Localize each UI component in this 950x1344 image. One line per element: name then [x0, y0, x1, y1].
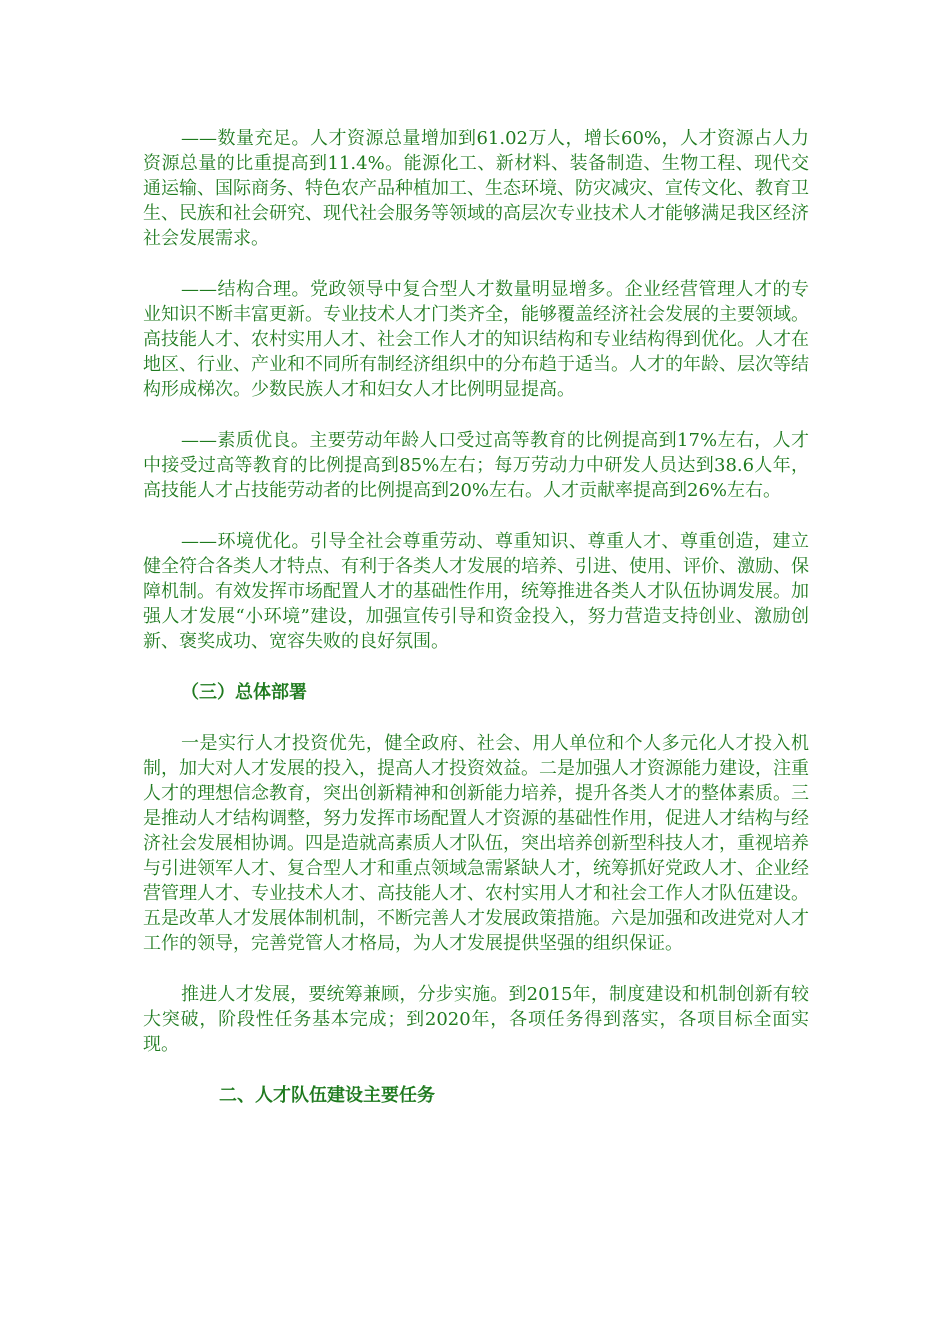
- paragraph-quantity: ——数量充足。人才资源总量增加到61.02万人，增长60%，人才资源占人力资源总量的比重提高到11.4%。能源化工、新材料、装备制造、生物工程、现代交通运输、国际商务、特色农产品种植加工、生态环境、防灾减灾、宣传文化、教育卫生、民族和社会研究、现代社会服务等领域的高层次专业技术人才能够满足我区经济社会发展需求。: [143, 128, 809, 249]
- document-page: [143, 126, 809, 1108]
- paragraph-environment: ——环境优化。引导全社会尊重劳动、尊重知识、尊重人才、尊重创造，建立健全符合各类人才特点、有利于各类人才发展的培养、引进、使用、评价、激励、保障机制。有效发挥市场配置人才的基础性作用，统筹推进各类人才队伍协调发展。加强人才发展“小环境”建设，加强宣传引导和资金投入，努力营造支持创业、激励创新、褒奖成功、宽容失败的良好氛围。: [143, 531, 809, 652]
- paragraph-structure: ——结构合理。党政领导中复合型人才数量明显增多。企业经营管理人才的专业知识不断丰富更新。专业技术人才门类齐全，能够覆盖经济社会发展的主要领域。高技能人才、农村实用人才、社会工作人才的知识结构和专业结构得到优化。人才在地区、行业、产业和不同所有制经济组织中的分布趋于适当。人才的年龄、层次等结构形成梯次。少数民族人才和妇女人才比例明显提高。: [143, 279, 809, 400]
- paragraph-quality: ——素质优良。主要劳动年龄人口受过高等教育的比例提高到17%左右，人才中接受过高等教育的比例提高到85%左右；每万劳动力中研发人员达到38.6人年，高技能人才占技能劳动者的比例提高到20%左右。人才贡献率提高到26%左右。: [143, 430, 809, 501]
- section-heading-overall-deployment: （三）总体部署: [181, 682, 307, 703]
- paragraph-deployment: 一是实行人才投资优先，健全政府、社会、用人单位和个人多元化人才投入机制，加大对人才发展的投入，提高人才投资效益。二是加强人才资源能力建设，注重人才的理想信念教育，突出创新精神和创新能力培养，提升各类人才的整体素质。三是推动人才结构调整，努力发挥市场配置人才资源的基础性作用，促进人才结构与经济社会发展相协调。四是造就高素质人才队伍，突出培养创新型科技人才，重视培养与引进领军人才、复合型人才和重点领域急需紧缺人才，统筹抓好党政人才、企业经营管理人才、专业技术人才、高技能人才、农村实用人才和社会工作人才队伍建设。五是改革人才发展体制机制，不断完善人才发展政策措施。六是加强和改进党对人才工作的领导，完善党管人才格局，为人才发展提供坚强的组织保证。: [143, 733, 809, 954]
- chapter-heading-main-tasks: 二、人才队伍建设主要任务: [219, 1085, 435, 1106]
- paragraph-implementation: 推进人才发展，要统筹兼顾，分步实施。到2015年，制度建设和机制创新有较大突破，阶段性任务基本完成；到2020年，各项任务得到落实，各项目标全面实现。: [143, 984, 809, 1055]
